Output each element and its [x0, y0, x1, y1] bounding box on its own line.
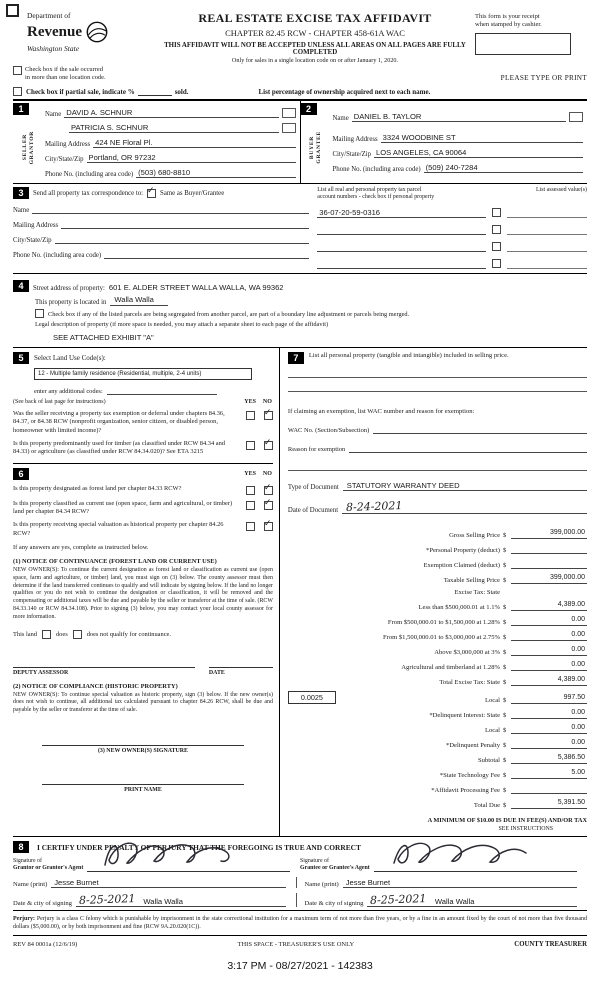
new-owner-signature-line: [42, 733, 245, 746]
document-date-value: 8-24-2021: [345, 499, 403, 515]
s6q2-yes-checkbox[interactable]: [246, 501, 255, 510]
grantor-name-print-label: Name (print): [13, 881, 48, 889]
cashier-stamp-box: [475, 33, 571, 55]
scan-registration-mark: [6, 4, 19, 17]
partial-sale-label: Check box if partial sale, indicate %: [26, 88, 135, 96]
seller-phone-value: (503) 680-8810: [138, 168, 191, 177]
multi-location-label: Check box if the sale occurred in more than one location code.: [25, 66, 106, 81]
section-3-number: 3: [13, 187, 29, 199]
corr-name-label: Name: [13, 207, 30, 214]
grantee-date-city-row: [296, 893, 588, 907]
segregated-checkbox[interactable]: [35, 309, 44, 318]
section-7-number: 7: [288, 352, 304, 364]
parcel-numbers-header: List all real and personal property tax parcel account numbers - check box if personal property: [317, 187, 435, 201]
partial-sold-label: sold.: [174, 88, 189, 96]
question-historical: Is this property receiving special valuation as historical property per chapter 84.26 RCW? ✓: [13, 521, 273, 538]
s6q2-no-checkbox[interactable]: [264, 501, 273, 510]
same-as-buyer-checkbox[interactable]: [147, 189, 156, 198]
grantee-signature-area: [374, 855, 577, 872]
seller-ownership-percent-box: [282, 108, 296, 118]
deputy-assessor-label: DEPUTY ASSESSOR: [13, 669, 69, 676]
tax-row-delinquent-penalty: *Delinquent Penalty $ 0.00: [445, 739, 585, 750]
personal-property-checkbox-4[interactable]: [492, 259, 501, 268]
parcel-number-line-3: [317, 241, 486, 252]
does-not-label: does not qualify for continuance.: [86, 630, 171, 638]
grantor-signature-ink: [99, 833, 249, 873]
s6-yes-column-header: YES: [244, 470, 256, 477]
assessed-value-line-2: [507, 224, 587, 235]
dept-of-label: Department of: [27, 11, 71, 20]
land-does-not-checkbox[interactable]: [73, 630, 82, 639]
same-as-buyer-label: Same as Buyer/Grantee: [160, 189, 225, 197]
tax-row-agricultural: Agricultural and timberland at 1.28% $ 0.00: [401, 661, 585, 672]
seller-name-2: PATRICIA S. SCHNUR: [71, 123, 149, 132]
parcel-number-line-2: [317, 224, 486, 235]
personal-property-checkbox-2[interactable]: [492, 225, 501, 234]
new-owner-signature-label: (3) NEW OWNER(S) SIGNATURE: [97, 747, 188, 754]
tax-row-total-excise-state: Total Excise Tax: State $ 4,389.00: [439, 676, 585, 687]
s6q3-yes-checkbox[interactable]: [246, 522, 255, 531]
revenue-wordmark: Revenue: [27, 23, 82, 40]
section-7: [280, 348, 587, 836]
seller-mailing-label: Mailing Address: [45, 141, 91, 148]
legal-description-value: SEE ATTACHED EXHIBIT "A": [53, 333, 154, 343]
please-type-label: PLEASE TYPE OR PRINT: [500, 74, 587, 82]
buyer-phone-label: Phone No. (including area code): [332, 166, 421, 173]
tax-row-delinquent-interest-local: Local $ 0.00: [484, 724, 585, 735]
notice-continuance-title: (1) NOTICE OF CONTINUANCE (FOREST LAND OR CURRENT USE): [13, 558, 217, 566]
partial-sale-checkbox[interactable]: [13, 87, 22, 96]
deputy-date-line: [209, 655, 273, 668]
question-current-use: Is this property classified as current use (open space, farm and agricultural, or timber) land per chapter 84.34 RCW? ✓: [13, 500, 273, 517]
section-3: [13, 184, 587, 274]
see-instructions-note: SEE INSTRUCTIONS: [498, 826, 553, 833]
parties-sections: [13, 101, 587, 184]
s5q1-no-checkbox[interactable]: [264, 411, 273, 420]
grantee-name-print-label: Name (print): [304, 881, 339, 889]
buyer-name-label: Name: [332, 115, 349, 122]
land-use-code-value: 12 - Multiple family residence (Residential, multiple, 2-4 units): [34, 368, 252, 380]
corr-phone-label: Phone No. (including area code): [13, 252, 102, 259]
grantee-signing-date: 8-25-2021: [370, 892, 428, 908]
seller-city-value: Portland, OR 97232: [88, 153, 156, 162]
multi-location-checkbox[interactable]: [13, 66, 22, 75]
section-1-number: 1: [13, 103, 29, 115]
deputy-date-label: DATE: [208, 669, 225, 676]
footer-row: [13, 941, 587, 948]
s6q3-no-checkbox[interactable]: [264, 522, 273, 531]
send-correspondence-label: Send all property tax correspondence to:: [33, 189, 144, 197]
notice-continuance-body: NEW OWNER(S): To continue the current designation as forest land or classification as current use (open space, farm and agriculture, or timber) land, you must sign on (3) below. The county assessor must then determine if the land transferred continues to qualify and will indicate by signing below. If the land no longer qualifies or you do not wish to continue the designation or classification, it will be removed and the compensating or additional taxes will be due and payable by the seller or transferor at the time of sale. (RCW 84.33.140 or RCW 84.34.108). Prior to signing (3) below, you may contact your local county assessor for more information.: [13, 567, 273, 620]
exemption-reason-label: Reason for exemption: [287, 446, 346, 454]
grantor-signing-city: Walla Walla: [143, 897, 183, 907]
grantee-date-city-label: Date & city of signing: [304, 900, 364, 908]
form-header: [13, 11, 587, 64]
exemption-reason-line: [349, 442, 587, 453]
grantee-signature-ink: [386, 833, 536, 873]
form-title: REAL ESTATE EXCISE TAX AFFIDAVIT: [198, 11, 432, 25]
s5q2-yes-checkbox[interactable]: [246, 441, 255, 450]
buyer-name-1: DANIEL B. TAYLOR: [353, 112, 422, 121]
assessed-values-header: List assessed value(s): [535, 187, 587, 193]
question-forest-land: Is this property designated as forest land per chapter 84.33 RCW? ✓: [13, 485, 273, 495]
seller-name-1: DAVID A. SCHNUR: [66, 108, 133, 117]
perjury-notice: [13, 915, 587, 936]
seller-phone-label: Phone No. (including area code): [45, 171, 134, 178]
form-subtitle: CHAPTER 82.45 RCW - CHAPTER 458-61A WAC: [225, 28, 405, 38]
minimum-due-note: A MINIMUM OF $10.00 IS DUE IN FEE(S) AND/OR TAX: [427, 817, 587, 825]
grantor-name-print-value: Jesse Burnet: [54, 878, 99, 888]
grantor-date-city-row: [13, 893, 296, 907]
assessed-value-line-4: [507, 258, 587, 269]
section-2-number: 2: [301, 103, 317, 115]
s6q1-yes-checkbox[interactable]: [246, 486, 255, 495]
tax-row-affidavit-processing-fee: *Affidavit Processing Fee $: [288, 784, 587, 794]
document-type-value: STATUTORY WARRANTY DEED: [346, 481, 460, 491]
question-exemption-deferral: Was the seller receiving a property tax exemption or deferral under chapters 84.36, 84.37, or 84.38 RCW (nonprofit organization, senior citizen, or disabled person, homeowner with limited income)? ✓: [13, 410, 273, 435]
street-address-value: 601 E. ALDER STREET WALLA WALLA, WA 99362: [108, 283, 284, 293]
deputy-assessor-signature-line: [13, 655, 195, 668]
treasurer-space-label: THIS SPACE - TREASURER'S USE ONLY: [237, 941, 355, 949]
tax-row-tier-3: From $1,500,000.01 to $3,000,000 at 2.75% $ 0.00: [382, 631, 585, 642]
additional-codes-line: [107, 385, 217, 395]
s6q1-no-checkbox[interactable]: [264, 486, 273, 495]
personal-property-checkbox-3[interactable]: [492, 242, 501, 251]
personal-property-list-label: List all personal property (tangible and intangible) included in selling price.: [308, 352, 509, 360]
local-rate-box: 0.0025: [288, 691, 336, 704]
buyer-mailing-value: 3324 WOODBINE ST: [382, 133, 456, 142]
this-land-label: This land: [13, 630, 37, 638]
grantor-name-print-row: [13, 877, 296, 888]
grantee-signature-cell: [300, 855, 587, 872]
seller-grantor-side-label: SELLER GRANTOR: [21, 130, 35, 165]
notice-compliance-title: (2) NOTICE OF COMPLIANCE (HISTORIC PROPERTY): [13, 682, 178, 690]
buyer-phone-value: (509) 240-7284: [425, 163, 478, 172]
corr-phone-line: [104, 248, 309, 259]
buyer-city-label: City/State/Zip: [332, 151, 372, 158]
ownership-percentage-note: List percentage of ownership acquired next to each name.: [258, 88, 431, 96]
tax-row-local: 0.0025 Local $ 997.50: [288, 691, 587, 704]
dor-swirl-icon: [85, 20, 109, 44]
tax-row-state-technology-fee: *State Technology Fee $ 5.00: [439, 769, 585, 780]
land-qualify-row: [13, 630, 273, 639]
s5q2-no-checkbox[interactable]: [264, 441, 273, 450]
tax-row-exemption-claimed: Exemption Claimed (deduct) $: [288, 559, 587, 569]
s5q1-yes-checkbox[interactable]: [246, 411, 255, 420]
parcel-number-line-4: [317, 258, 486, 269]
personal-property-checkbox-1[interactable]: [492, 208, 501, 217]
grantee-signing-city: Walla Walla: [434, 897, 475, 907]
section-8: [13, 837, 587, 911]
does-label: does: [55, 630, 68, 638]
section-8-number: 8: [13, 841, 29, 853]
certify-statement: I CERTIFY UNDER PENALTY OF PERJURY THAT THE FOREGOING IS TRUE AND CORRECT: [37, 842, 361, 852]
seller-city-label: City/State/Zip: [45, 156, 84, 163]
partial-sale-row: [13, 87, 587, 101]
document-type-label: Type of Document: [287, 484, 339, 492]
tax-row-gross-selling-price: Gross Selling Price $ 399,000.00: [449, 529, 585, 540]
tax-row-taxable-selling-price: Taxable Selling Price $ 399,000.00: [443, 574, 585, 585]
buyer-grantee-side-label: BUYER GRANTEE: [309, 131, 322, 164]
personal-property-line-1: [288, 364, 587, 378]
buyer-mailing-label: Mailing Address: [332, 136, 378, 143]
question-timber-agriculture: Is this property predominantly used for timber (as classified under RCW 84.34 and 84.33) or agriculture (as classified under RCW 84.34.020)? See ETA 3215 ✓: [13, 440, 273, 457]
washington-state-label: Washington State: [27, 44, 80, 53]
perjury-text: Perjury is a class C felony which is punishable by imprisonment in the state correctional institution for a maximum term of not more than five years, or by a fine in an amount fixed by the court of not more than five thousand dollars ($5,000.00), or by both imprisonment and fine (RCW 9A.20.020(1C)).: [13, 916, 588, 931]
no-column-header: NO: [262, 399, 272, 406]
buyer-section: [300, 101, 588, 183]
corr-name-line: [32, 203, 309, 214]
personal-property-line-2: [288, 378, 587, 392]
notice-compliance-body: NEW OWNER(S): To continue special valuation as historic property, sign (3) below. If the new owner(s) does not wish to continue, all additional tax calculated pursuant to chapter 84.26 RCW, shall be due and payable by the seller or transferor at the time of sale.: [13, 691, 273, 714]
grantee-signature-label: Signature of Grantee or Grantee's Agent: [300, 858, 370, 872]
tax-row-subtotal: Subtotal $ 5,386.50: [478, 754, 585, 765]
seller-ownership-percent-box-2: [282, 123, 296, 133]
middle-columns: [13, 348, 587, 837]
segregated-label: Check box if any of the listed parcels are being segregated from another parcel, are part of a boundary line adjustment or parcels being merged.: [48, 311, 410, 319]
buyer-ownership-percent-box: [569, 112, 583, 122]
print-name-label: PRINT NAME: [124, 786, 162, 793]
receipt-note-line2: when stamped by cashier.: [475, 21, 542, 29]
additional-codes-label: enter any additional codes:: [34, 388, 103, 396]
located-in-value: Walla Walla: [110, 295, 168, 306]
section-6: [13, 463, 273, 793]
partial-sale-percent-line: [138, 87, 172, 96]
grantor-signature-cell: [13, 855, 300, 872]
grantor-signature-area: [87, 855, 290, 872]
located-in-label: This property is located in: [35, 299, 107, 307]
tax-row-tier-1: Less than $500,000.01 at 1.1% $ 4,389.00: [418, 601, 585, 612]
seller-name-label: Name: [45, 111, 62, 118]
excise-tax-table: [288, 524, 587, 809]
receipt-note-line1: This form is your receipt: [475, 13, 540, 20]
legal-description-label: Legal description of property (if more space is needed, you may attach a separate sheet to each page of the affidavit): [35, 321, 329, 329]
dor-logo: [13, 11, 155, 64]
buyer-city-value: LOS ANGELES, CA 90064: [376, 148, 467, 157]
single-location-note: Only for sales in a single location code on or after January 1, 2020.: [231, 57, 399, 64]
document-date-label: Date of Document: [287, 507, 339, 515]
parcel-number-1: 36-07-20-59-0316: [319, 208, 381, 218]
section-5: [13, 352, 273, 457]
perjury-title: Perjury:: [13, 916, 35, 923]
grantee-name-print-value: Jesse Burnet: [345, 878, 391, 888]
header-subrow: [13, 66, 587, 82]
corr-mailing-label: Mailing Address: [13, 222, 59, 229]
exemption-reason-line-2: [288, 457, 587, 471]
rev-form-number: REV 84 0001a (12/6/19): [13, 941, 78, 949]
completion-warning: THIS AFFIDAVIT WILL NOT BE ACCEPTED UNLESS ALL AREAS ON ALL PAGES ARE FULLY COMPLETED: [164, 42, 466, 56]
assessed-value-line-1: [507, 207, 587, 218]
tax-row-total-due: Total Due $ 5,391.50: [473, 799, 585, 810]
tax-row-tier-2: From $500,000.01 to $1,500,000 at 1.28% $ 0.00: [387, 616, 585, 627]
county-treasurer-label: COUNTY TREASURER: [514, 941, 587, 949]
receipt-note: [475, 11, 587, 64]
corr-mailing-line: [61, 218, 309, 229]
print-name-line: [42, 772, 245, 785]
tax-row-tier-4: Above $3,000,000 at 3% $ 0.00: [434, 646, 585, 657]
wac-number-label: WAC No. (Section/Subsection): [287, 427, 370, 435]
corr-city-label: City/State/Zip: [13, 237, 52, 244]
yes-column-header: YES: [244, 399, 256, 406]
grantor-date-city-label: Date & city of signing: [13, 900, 72, 908]
exemption-claim-label: If claiming an exemption, list WAC number and reason for exemption:: [287, 408, 475, 416]
section-6-number: 6: [13, 468, 29, 480]
seller-section: [13, 101, 300, 183]
seller-mailing-value: 424 NE Floral Pl.: [95, 138, 153, 147]
scan-timestamp: 3:17 PM - 08/27/2021 - 142383: [227, 960, 373, 973]
section-4: [13, 274, 587, 348]
grantor-signing-date: 8-25-2021: [78, 892, 136, 908]
see-back-note: (See back of last page for instructions): [13, 399, 106, 406]
s6-no-column-header: NO: [262, 470, 272, 477]
grantor-signature-label: Signature of Grantor or Grantor's Agent: [13, 858, 84, 872]
land-use-label: Select Land Use Code(s):: [34, 354, 106, 363]
tax-row-personal-property-deduct: *Personal Property (deduct) $: [288, 544, 587, 554]
section-5-number: 5: [13, 352, 29, 364]
tax-row-delinquent-interest-state: *Delinquent Interest: State $ 0.00: [429, 709, 585, 720]
section-4-number: 4: [13, 280, 29, 292]
tax-row-excise-state-header: Excise Tax: State: [454, 589, 500, 597]
street-address-label: Street address of property:: [33, 285, 105, 293]
wac-number-line: [373, 423, 587, 434]
corr-city-line: [55, 233, 310, 244]
land-does-checkbox[interactable]: [42, 630, 51, 639]
grantee-name-print-row: [296, 877, 588, 888]
assessed-value-line-3: [507, 241, 587, 252]
if-yes-note: If any answers are yes, complete as instructed below.: [13, 544, 149, 552]
